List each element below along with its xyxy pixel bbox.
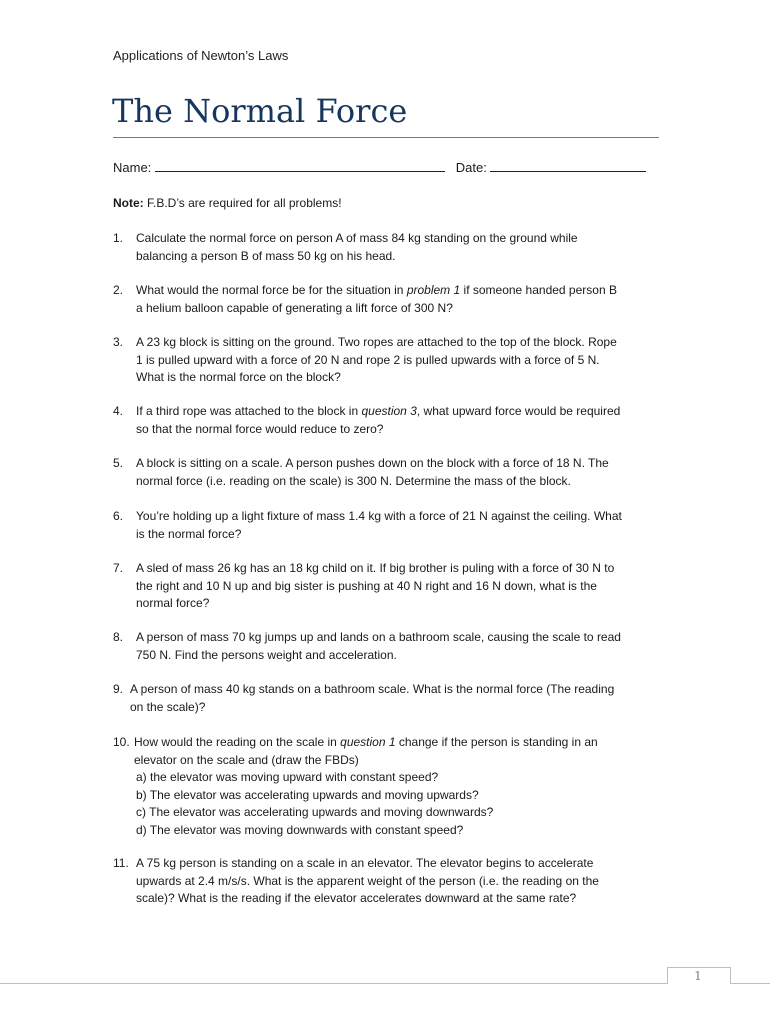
note-bold-label: Note:: [113, 196, 144, 210]
date-label: Date:: [455, 160, 487, 175]
question-text: If a third rope was attached to the block in: [136, 404, 362, 418]
question-line: 750 N. Find the persons weight and acceleration.: [136, 647, 397, 662]
question-number: 3.: [113, 335, 124, 349]
question-line: is the normal force?: [136, 526, 242, 541]
question-line: the right and 10 N up and big sister is pushing at 40 N right and 16 N down, what is the: [136, 578, 597, 593]
question-line: balancing a person B of mass 50 kg on his head.: [136, 248, 396, 263]
question-6: [113, 508, 663, 543]
page-title: The Normal Force: [112, 92, 408, 130]
question-line: normal force?: [136, 596, 210, 610]
question-number: 8.: [113, 630, 124, 644]
question-3: [113, 334, 663, 387]
question-number: 5.: [113, 456, 124, 470]
page-number: 1: [694, 969, 702, 983]
question-line: A sled of mass 26 kg has an 18 kg child on it. If big brother is puling with a force of 30 N to: [136, 561, 615, 575]
note-text: F.B.D’s are required for all problems!: [143, 196, 342, 210]
question-1: [113, 230, 663, 265]
question-line: [136, 403, 663, 421]
question-line: on the scale)?: [130, 699, 206, 714]
running-header: Applications of Newton’s Laws: [113, 48, 289, 63]
question-line: [136, 282, 663, 300]
title-underline: [113, 137, 659, 138]
question-number: 9.: [113, 682, 124, 696]
question-2: [113, 282, 663, 317]
question-line: What is the normal force on the block?: [136, 370, 341, 384]
sub-question: d) The elevator was moving downwards with constant speed?: [136, 822, 464, 837]
name-blank-line: [155, 159, 445, 172]
question-line: so that the normal force would reduce to zero?: [136, 421, 384, 436]
question-number: 4.: [113, 404, 124, 418]
question-line: upwards at 2.4 m/s/s. What is the apparent weight of the person (i.e. the reading on the: [136, 873, 599, 888]
question-line: normal force (i.e. reading on the scale) is 300 N. Determine the mass of the block.: [136, 473, 571, 488]
name-label: Name:: [113, 160, 152, 175]
question-line: A person of mass 70 kg jumps up and lands on a bathroom scale, causing the scale to read: [136, 630, 621, 644]
question-line: elevator on the scale and (draw the FBDs): [134, 752, 359, 767]
question-line: Calculate the normal force on person A of mass 84 kg standing on the ground while: [136, 231, 578, 245]
question-number: 11.: [113, 856, 129, 870]
question-line: A 75 kg person is standing on a scale in an elevator. The elevator begins to accelerate: [136, 856, 594, 870]
question-5: [113, 455, 663, 490]
question-4: [113, 403, 663, 438]
question-text: What would the normal force be for the situation in: [136, 283, 407, 297]
question-line: A person of mass 40 kg stands on a bathroom scale. What is the normal force (The reading: [130, 682, 615, 696]
question-line: [134, 734, 663, 752]
question-number: 2.: [113, 283, 124, 297]
name-date-row: [113, 159, 646, 175]
question-8: [113, 629, 663, 664]
question-line: You’re holding up a light fixture of mass 1.4 kg with a force of 21 N against the ceiling. What: [136, 509, 622, 523]
sub-question: c) The elevator was accelerating upwards and moving downwards?: [136, 805, 494, 819]
question-line: a helium balloon capable of generating a lift force of 300 N?: [136, 300, 453, 315]
note-line: [113, 196, 342, 210]
footer-rule: [0, 983, 770, 984]
question-number: 10.: [113, 735, 130, 749]
question-line: 1 is pulled upward with a force of 20 N and rope 2 is pulled upwards with a force of 5 N.: [136, 352, 600, 367]
question-text: , what upward force would be required: [416, 404, 621, 418]
question-number: 1.: [113, 231, 124, 245]
question-text: if someone handed person B: [460, 283, 617, 297]
question-reference: question 3: [361, 404, 417, 418]
question-line: A 23 kg block is sitting on the ground. Two ropes are attached to the top of the block. Rope: [136, 335, 617, 349]
question-number: 6.: [113, 509, 124, 523]
question-line: A block is sitting on a scale. A person pushes down on the block with a force of 18 N. The: [136, 456, 609, 470]
question-7: [113, 560, 663, 613]
question-10: [113, 734, 663, 839]
question-text: How would the reading on the scale in: [134, 735, 341, 749]
question-reference: question 1: [340, 735, 396, 749]
question-number: 7.: [113, 561, 124, 575]
question-9: [113, 681, 663, 716]
sub-question: a) the elevator was moving upward with constant speed?: [136, 770, 439, 784]
question-text: change if the person is standing in an: [395, 735, 598, 749]
question-reference: problem 1: [406, 283, 461, 297]
question-11: [113, 855, 663, 908]
date-blank-line: [490, 159, 646, 172]
sub-question: b) The elevator was accelerating upwards and moving upwards?: [136, 787, 479, 802]
question-line: scale)? What is the reading if the elevator accelerates downward at the same rate?: [136, 891, 577, 905]
